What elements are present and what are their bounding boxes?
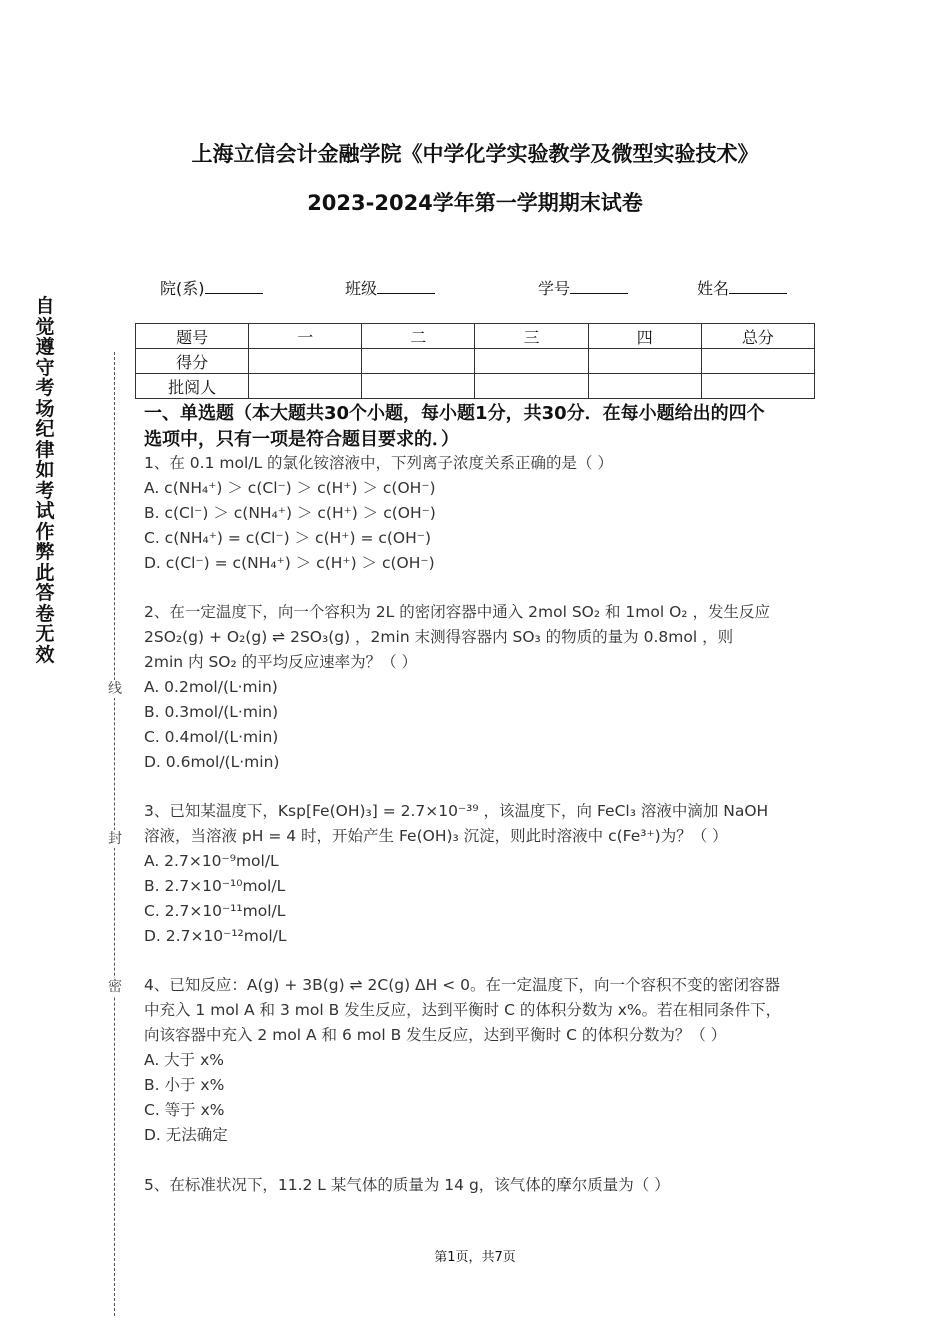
grader-row-label: 批阅人 bbox=[136, 374, 249, 399]
option-b[interactable]: B. c(Cl⁻) ＞ c(NH₄⁺) ＞ c(H⁺) ＞ c(OH⁻) bbox=[144, 504, 436, 522]
score-table-score-row bbox=[136, 349, 815, 374]
grader-cell[interactable] bbox=[362, 374, 475, 399]
question-3 bbox=[144, 799, 816, 949]
score-table bbox=[135, 323, 815, 399]
score-header-cell: 三 bbox=[475, 324, 588, 349]
option-c[interactable]: C. 等于 x% bbox=[144, 1101, 225, 1119]
option-b[interactable]: B. 0.3mol/(L·min) bbox=[144, 703, 279, 721]
option-a[interactable]: A. 大于 x% bbox=[144, 1051, 225, 1069]
exam-title-line2: 2023-2024学年第一学期期末试卷 bbox=[307, 191, 643, 215]
question-stem: 向该容器中充入 2 mol A 和 6 mol B 发生反应，达到平衡时 C 的体积分数为？（ ） bbox=[144, 1026, 727, 1044]
option-a[interactable]: A. 0.2mol/(L·min) bbox=[144, 678, 278, 696]
option-b[interactable]: B. 2.7×10⁻¹⁰mol/L bbox=[144, 877, 286, 895]
score-table-grader-row bbox=[136, 374, 815, 399]
score-cell[interactable] bbox=[701, 349, 814, 374]
info-class: 班级 bbox=[345, 276, 435, 299]
score-header-cell: 题号 bbox=[136, 324, 249, 349]
question-5 bbox=[144, 1173, 816, 1198]
score-cell[interactable] bbox=[475, 349, 588, 374]
grader-cell[interactable] bbox=[475, 374, 588, 399]
exam-title-line1: 上海立信会计金融学院《中学化学实验教学及微型实验技术》 bbox=[191, 142, 759, 166]
question-stem: 溶液，当溶液 pH = 4 时，开始产生 Fe(OH)₃ 沉淀，则此时溶液中 c(Fe³⁺)为？（ ） bbox=[144, 827, 728, 845]
info-department: 院(系) bbox=[160, 276, 263, 299]
grader-cell[interactable] bbox=[249, 374, 362, 399]
section-heading-line: 选项中，只有一项是符合题目要求的．） bbox=[144, 429, 459, 450]
question-stem: 中充入 1 mol A 和 3 mol B 发生反应，达到平衡时 C 的体积分数为 x%。若在相同条件下， bbox=[144, 1001, 782, 1019]
score-header-cell: 四 bbox=[588, 324, 701, 349]
question-stem: 1、在 0.1 mol/L 的氯化铵溶液中，下列离子浓度关系正确的是（ ） bbox=[144, 454, 613, 472]
option-c[interactable]: C. c(NH₄⁺) = c(Cl⁻) ＞ c(H⁺) = c(OH⁻) bbox=[144, 529, 432, 547]
grader-cell[interactable] bbox=[701, 374, 814, 399]
option-c[interactable]: C. 0.4mol/(L·min) bbox=[144, 728, 279, 746]
section-heading bbox=[144, 401, 816, 453]
grader-cell[interactable] bbox=[588, 374, 701, 399]
question-2 bbox=[144, 600, 816, 775]
option-a[interactable]: A. 2.7×10⁻⁹mol/L bbox=[144, 852, 279, 870]
score-cell[interactable] bbox=[249, 349, 362, 374]
question-stem: 2、在一定温度下，向一个容积为 2L 的密闭容器中通入 2mol SO₂ 和 1mol O₂ ，发生反应 bbox=[144, 603, 770, 621]
info-name: 姓名 bbox=[697, 276, 787, 299]
student-id-blank[interactable] bbox=[570, 279, 628, 294]
question-stem: 5、在标准状况下，11.2 L 某气体的质量为 14 g，该气体的摩尔质量为（ ） bbox=[144, 1176, 670, 1194]
page-footer: 第1页，共7页 bbox=[434, 1250, 516, 1265]
class-blank[interactable] bbox=[377, 279, 435, 294]
score-header-cell: 二 bbox=[362, 324, 475, 349]
option-b[interactable]: B. 小于 x% bbox=[144, 1076, 225, 1094]
name-blank[interactable] bbox=[729, 279, 787, 294]
score-header-cell: 总分 bbox=[701, 324, 814, 349]
binding-mark-line: 线 bbox=[108, 681, 122, 697]
question-stem: 3、已知某温度下，Ksp[Fe(OH)₃] = 2.7×10⁻³⁹ ，该温度下，向 FeCl₃ 溶液中滴加 NaOH bbox=[144, 802, 769, 820]
binding-mark-seal: 封 bbox=[108, 831, 122, 847]
option-d[interactable]: D. 2.7×10⁻¹²mol/L bbox=[144, 927, 287, 945]
question-1 bbox=[144, 451, 816, 576]
score-row-label: 得分 bbox=[136, 349, 249, 374]
option-d[interactable]: D. 0.6mol/(L·min) bbox=[144, 753, 280, 771]
option-c[interactable]: C. 2.7×10⁻¹¹mol/L bbox=[144, 902, 286, 920]
question-stem: 2min 内 SO₂ 的平均反应速率为？（ ） bbox=[144, 653, 418, 671]
option-d[interactable]: D. c(Cl⁻) = c(NH₄⁺) ＞ c(H⁺) ＞ c(OH⁻) bbox=[144, 554, 435, 572]
score-header-cell: 一 bbox=[249, 324, 362, 349]
question-4 bbox=[144, 973, 816, 1148]
question-stem: 2SO₂(g) + O₂(g) ⇌ 2SO₃(g) ，2min 末测得容器内 SO₃ 的物质的量为 0.8mol ，则 bbox=[144, 628, 734, 646]
department-blank[interactable] bbox=[205, 279, 263, 294]
section-heading-line: 一、单选题（本大题共30个小题，每小题1分，共30分．在每小题给出的四个 bbox=[144, 403, 765, 424]
binding-warning-text: 自觉遵守考场纪律如考试作弊此答卷无效 bbox=[35, 295, 55, 666]
question-stem: 4、已知反应：A(g) + 3B(g) ⇌ 2C(g) ΔH < 0。在一定温度下，向一个容积不变的密闭容器 bbox=[144, 976, 781, 994]
info-student-id: 学号 bbox=[538, 276, 628, 299]
score-cell[interactable] bbox=[362, 349, 475, 374]
score-table-header-row bbox=[136, 324, 815, 349]
score-cell[interactable] bbox=[588, 349, 701, 374]
option-a[interactable]: A. c(NH₄⁺) ＞ c(Cl⁻) ＞ c(H⁺) ＞ c(OH⁻) bbox=[144, 479, 436, 497]
binding-mark-secret: 密 bbox=[108, 979, 122, 995]
option-d[interactable]: D. 无法确定 bbox=[144, 1126, 228, 1144]
